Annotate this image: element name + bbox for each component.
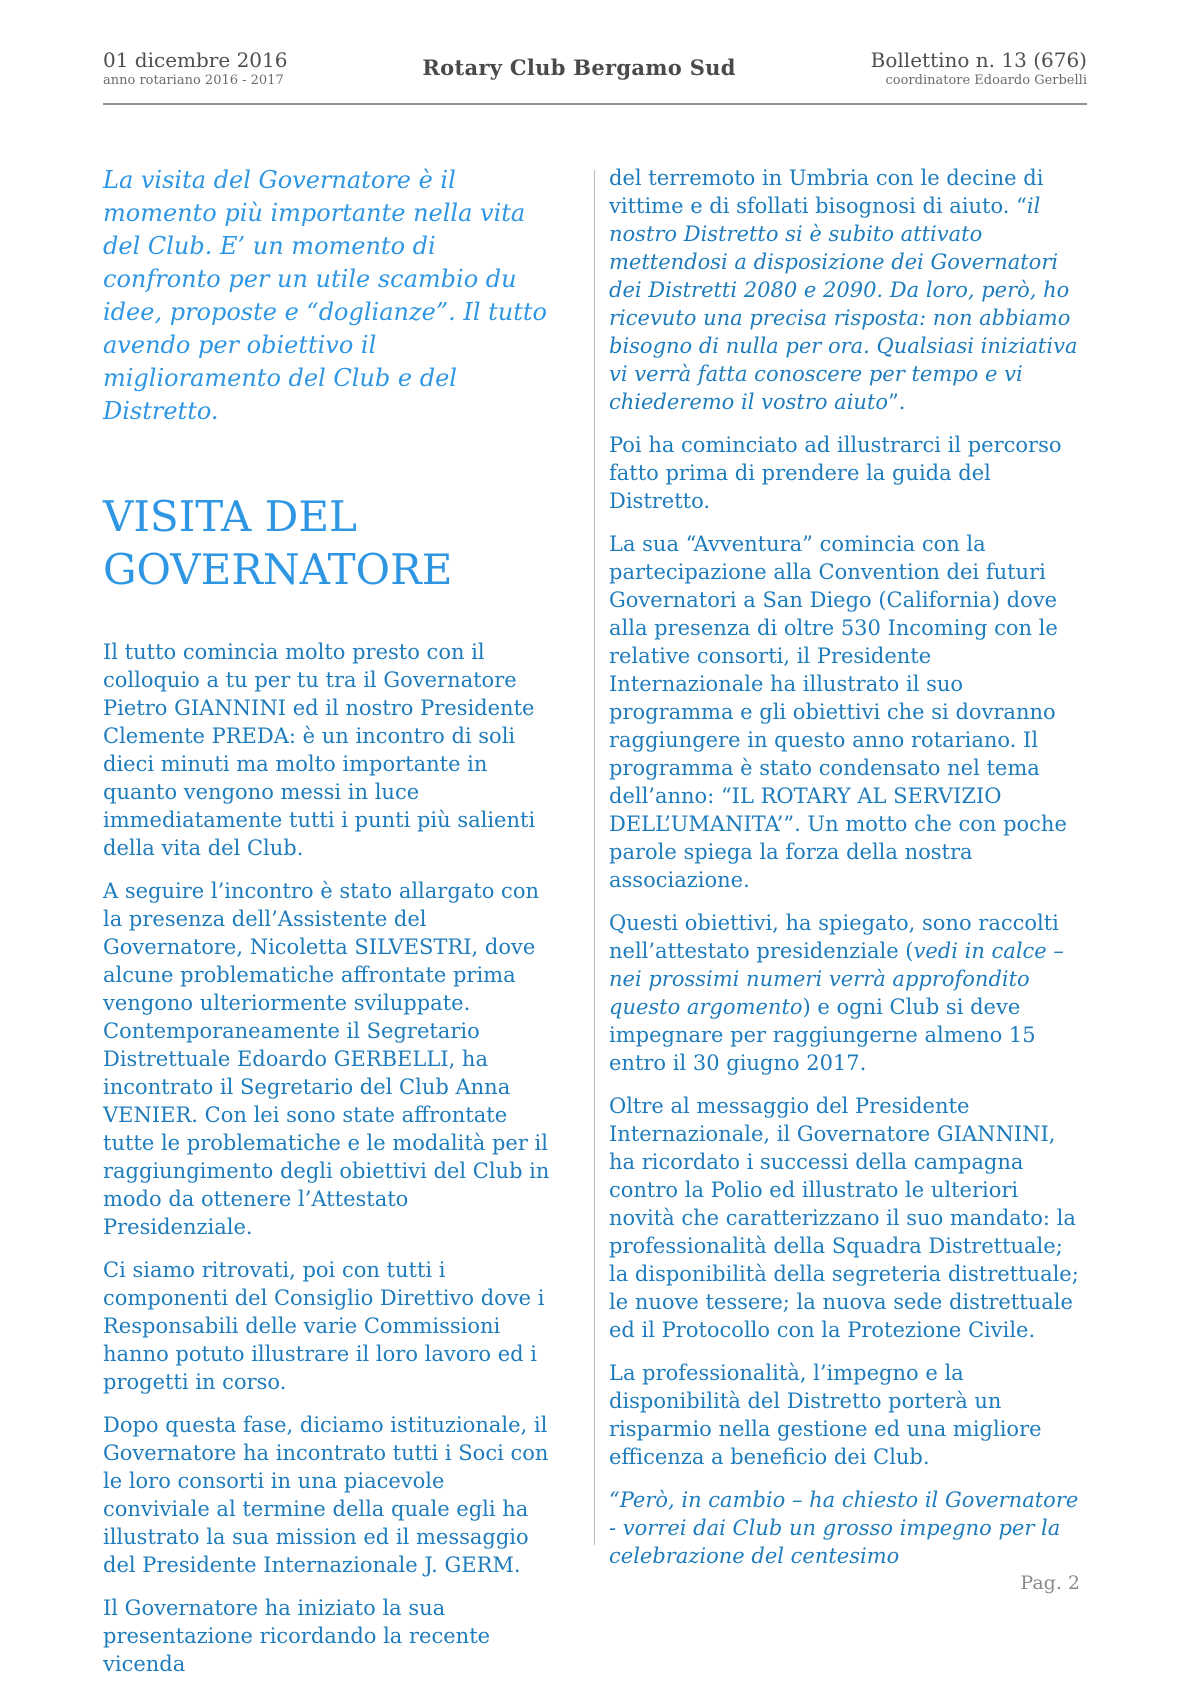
paragraph — [609, 431, 1087, 515]
paragraph — [609, 164, 1087, 416]
masthead — [103, 48, 1087, 89]
paragraph — [103, 1256, 555, 1396]
paragraph — [103, 1594, 555, 1678]
paragraph — [609, 1359, 1087, 1471]
masthead-date-block — [103, 48, 287, 89]
text-segment: ”. — [888, 390, 906, 414]
text-segment: Il Governatore ha iniziato la sua presentazione ricordando la recente vicenda — [103, 1596, 491, 1676]
header-rule — [103, 103, 1087, 105]
text-segment: Dopo questa fase, diciamo istituzionale, il Governatore ha incontrato tutti i Soci con le loro consorti in una piacevole conviviale al termine della quale egli ha illustrato la sua mission ed il messaggio del Presidente Internazionale J. GERM. — [103, 1413, 549, 1577]
text-segment: Il tutto comincia molto presto con il colloquio a tu per tu tra il Governatore Pietro GIANNINI ed il nostro Presidente Clemente PREDA: è un incontro di soli dieci minuti ma molto importante in quanto vengono messi in luce immediatamente tutti i punti più salienti della vita del Club. — [103, 640, 536, 860]
paragraph — [609, 530, 1087, 894]
text-segment: ) e ogni Club si deve impegnare per raggiungerne almeno 15 entro il 30 giugno 2017. — [609, 995, 1036, 1075]
text-segment: vedi in calce – nei prossimi numeri verrà approfondito questo argomento — [609, 939, 1064, 1019]
coordinator-name: coordinatore Edoardo Gerbelli — [885, 73, 1087, 88]
paragraph — [103, 1411, 555, 1579]
text-segment: il nostro Distretto si è subito attivato mettendosi a disposizione dei Governatori dei Distretti 2080 e 2090. Da loro, però, ho ricevuto una precisa risposta: non abbiamo bisogno di nulla per ora. Qualsiasi iniziativa vi verrà fatta conoscere per tempo e vi chiederemo il vostro aiuto — [609, 194, 1078, 414]
page-number: Pag. 2 — [1020, 1572, 1080, 1594]
text-segment: A seguire l’incontro è stato allargato con la presenza dell’Assistente del Governatore, Nicoletta SILVESTRI, dove alcune problematiche affrontate prima vengono ulteriormente sviluppate. Contemporaneamente il Segretario Distrettuale Edoardo GERBELLI, ha incontrato il Segretario del Club Anna VENIER. Con lei sono state affrontate tutte le problematiche e le modalità per il raggiungimento degli obiettivi del Club in modo da ottenere l’Attestato Presidenziale. — [103, 879, 550, 1239]
text-segment: “Però, in cambio – ha chiesto il Governatore - vorrei dai Club un grosso impegno per la celebrazione del centesimo — [609, 1488, 1079, 1568]
rotary-year: anno rotariano 2016 - 2017 — [103, 73, 284, 88]
text-segment: Poi ha cominciato ad illustrarci il percorso fatto prima di prendere la guida del Distretto. — [609, 433, 1062, 513]
right-column-paragraphs — [609, 164, 1087, 1570]
paragraph — [609, 1486, 1087, 1570]
issue-date: 01 dicembre 2016 — [103, 48, 288, 72]
bulletin-number: Bollettino n. 13 (676) — [870, 48, 1087, 72]
text-segment: Oltre al messaggio del Presidente Internazionale, il Governatore GIANNINI, ha ricordato i successi della campagna contro la Polio ed illustrato le ulteriori novità che caratterizzano il suo mandato: la professionalità della Squadra Distrettuale; la disponibilità della segreteria distrettuale; le nuove tessere; la nuova sede distrettuale ed il Protocollo con la Protezione Civile. — [609, 1094, 1079, 1342]
right-column — [595, 160, 1087, 1585]
text-segment: Ci siamo ritrovati, poi con tutti i componenti del Consiglio Direttivo dove i Responsabili delle varie Commissioni hanno potuto illustrare il loro lavoro ed i progetti in corso. — [103, 1258, 545, 1394]
article-lede: La visita del Governatore è il momento più importante nella vita del Club. E’ un momento di confronto per un utile scambio du idee, proposte e “doglianze”. Il tutto avendo per obiettivo il miglioramento del Club e del Distretto. — [103, 166, 547, 425]
article-headline: VISITA DEL GOVERNATORE — [103, 492, 453, 594]
paragraph — [103, 877, 555, 1241]
club-title: Rotary Club Bergamo Sud — [422, 55, 736, 80]
masthead-issue-block — [871, 48, 1087, 89]
paragraph — [609, 909, 1087, 1077]
text-segment: Questi obiettivi, ha spiegato, sono raccolti nell’attestato presidenziale ( — [609, 911, 1059, 963]
paragraph — [609, 1092, 1087, 1344]
paragraph — [103, 638, 555, 862]
text-segment: La professionalità, l’impegno e la disponibilità del Distretto porterà un risparmio nella gestione ed una migliore efficenza a beneficio dei Club. — [609, 1361, 1042, 1469]
left-column — [103, 160, 555, 1684]
article-body — [103, 160, 1087, 1684]
left-column-paragraphs — [103, 638, 555, 1678]
text-segment: La sua “Avventura” comincia con la partecipazione alla Convention dei futuri Governatori a San Diego (California) dove alla presenza di oltre 530 Incoming con le relative consorti, il Presidente Internazionale ha illustrato il suo programma e gli obiettivi che si dovranno raggiungere in questo anno rotariano. Il programma è stato condensato nel tema dell’anno: “IL ROTARY AL SERVIZIO DELL’UMANITA’”. Un motto che con poche parole spiega la forza della nostra associazione. — [609, 532, 1067, 892]
text-segment: del terremoto in Umbria con le decine di vittime e di sfollati bisognosi di aiuto. “ — [609, 166, 1044, 218]
